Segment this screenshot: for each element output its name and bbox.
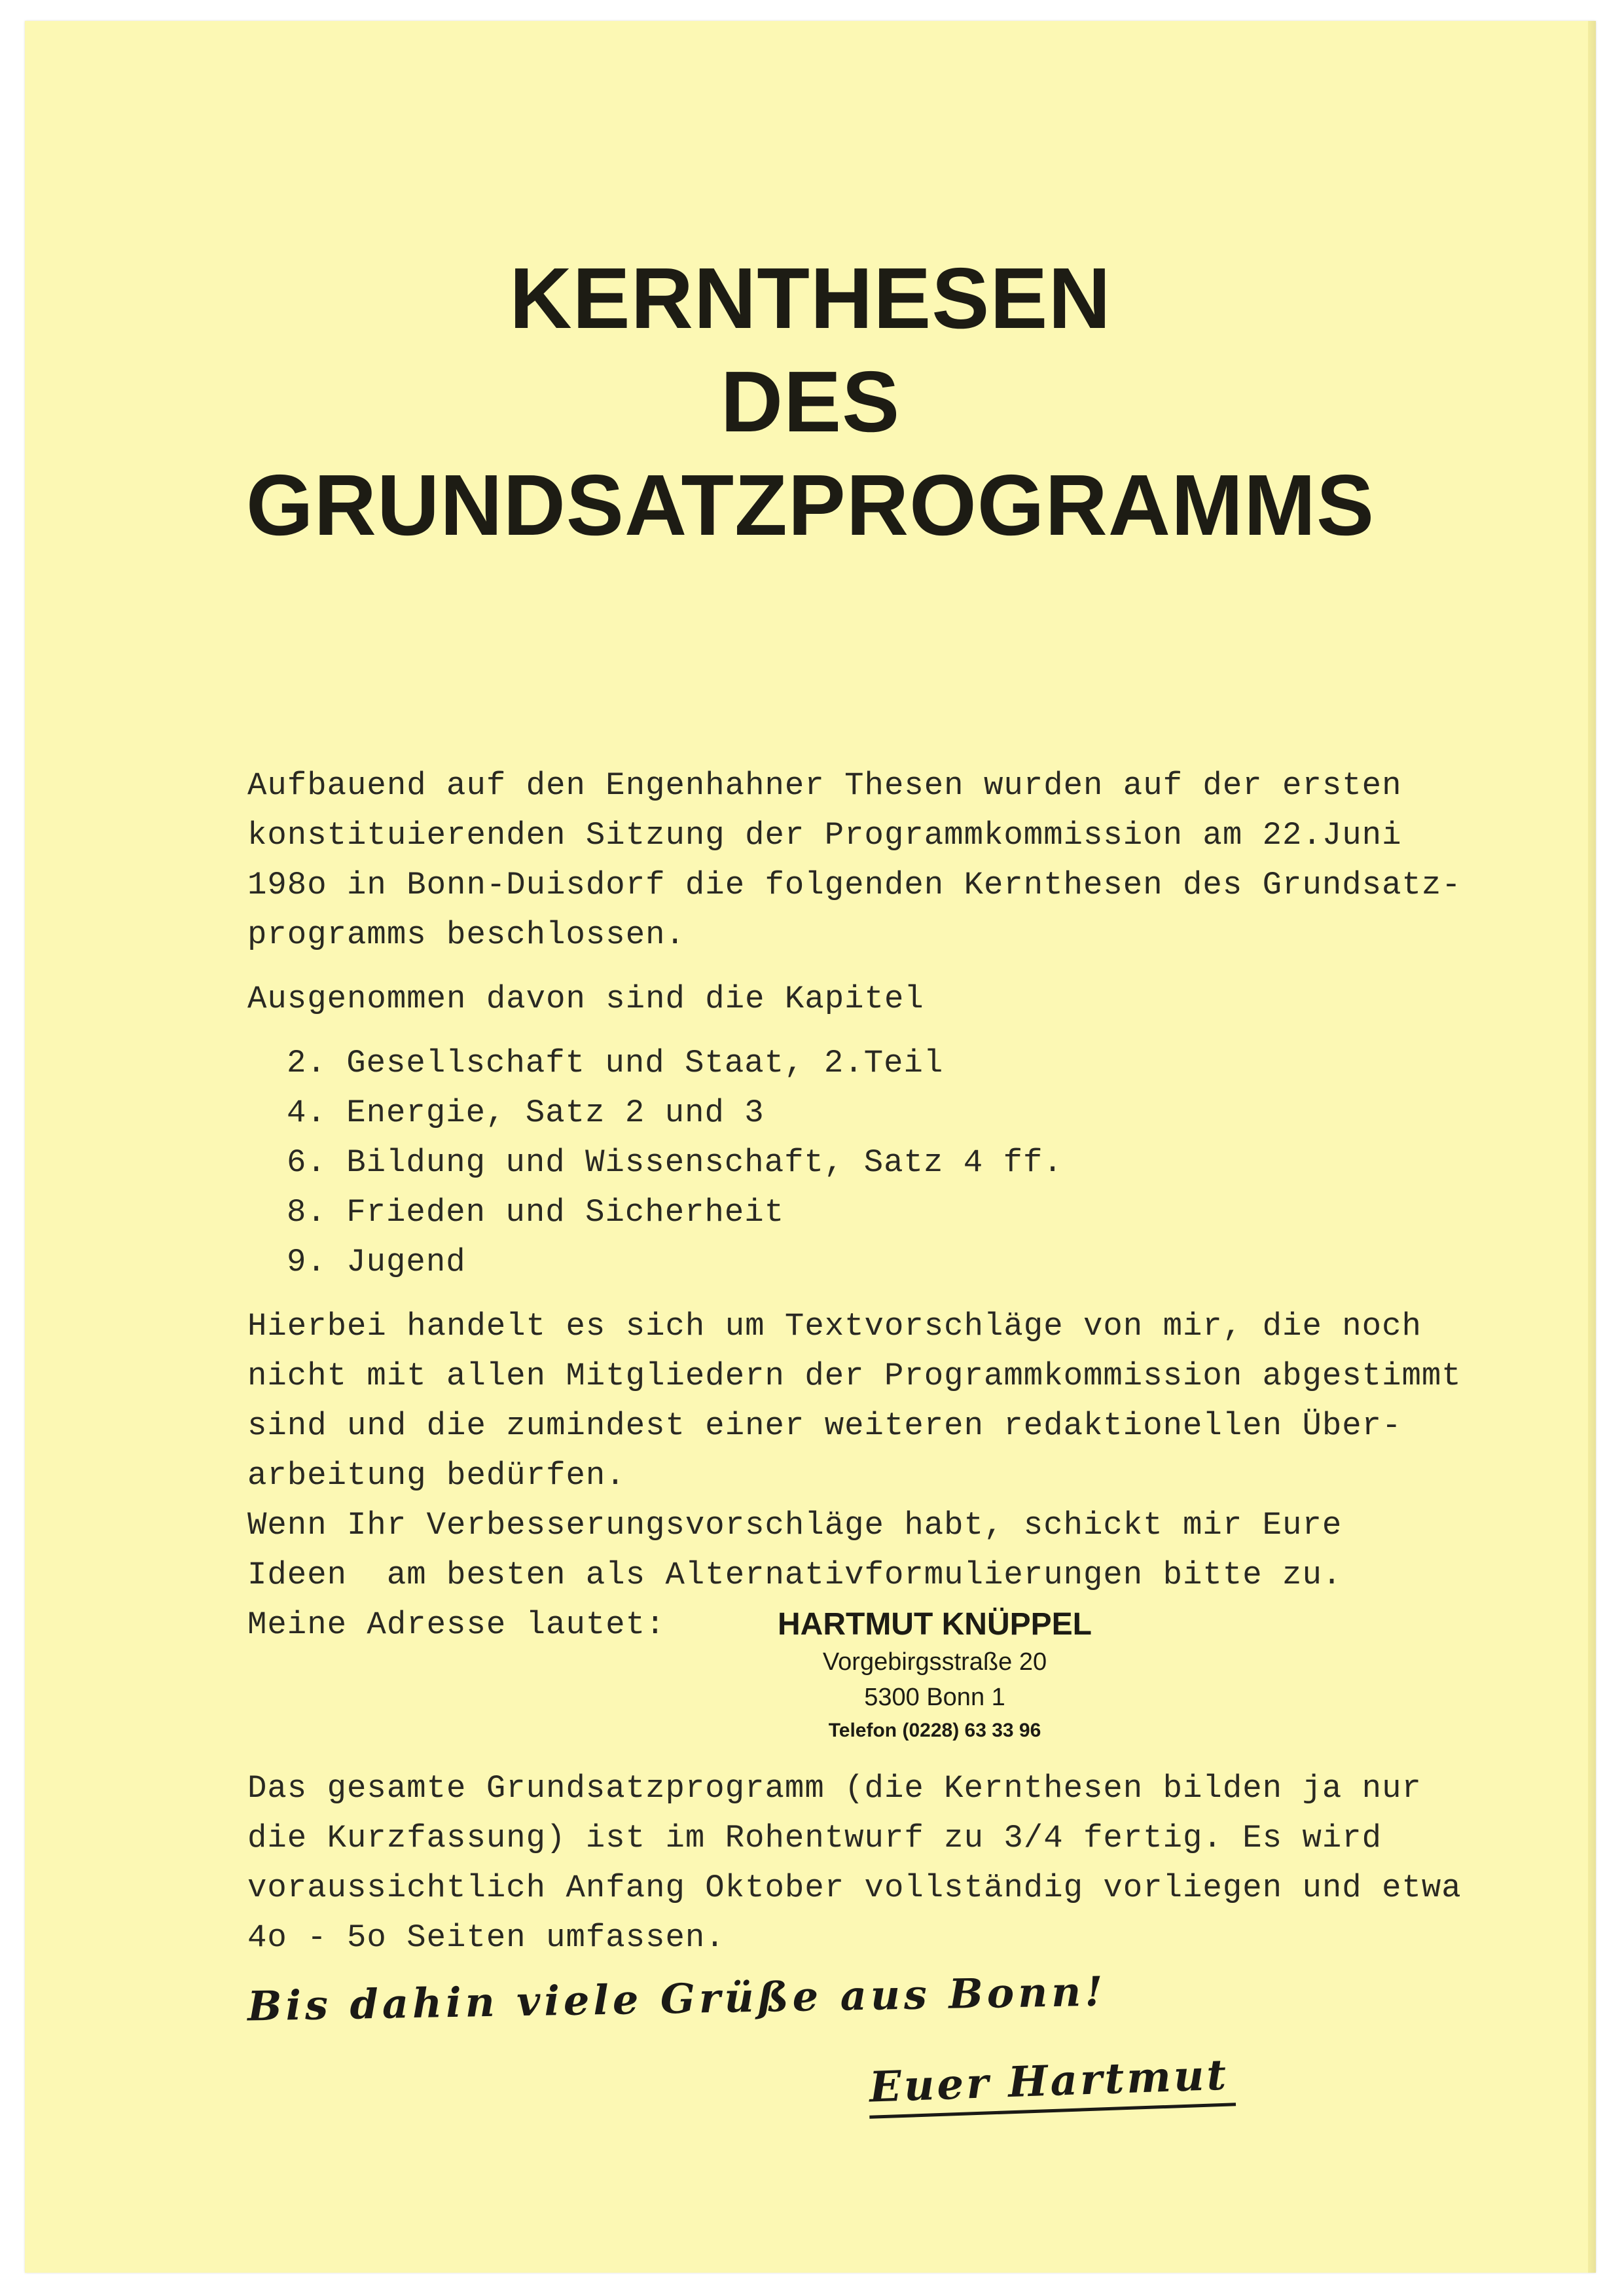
text-line: arbeitung bedürfen.: [247, 1457, 626, 1494]
handwritten-signature: Euer Hartmut: [868, 2050, 1230, 2112]
text-line: 4o - 5o Seiten umfassen.: [247, 1919, 725, 1956]
document-title: [25, 247, 1596, 557]
list-item: 6. Bildung und Wissenschaft, Satz 4 ff.: [287, 1144, 1063, 1181]
note-paragraph: [247, 1301, 1511, 1600]
title-line: GRUNDSATZPROGRAMMS: [245, 457, 1375, 553]
address-label: Meine Adresse lautet:: [247, 1606, 666, 1643]
list-item: 9. Jugend: [287, 1244, 466, 1280]
exceptions-intro: Ausgenommen davon sind die Kapitel: [247, 981, 924, 1017]
text-line: Ideen am besten als Alternativformulierungen bitte zu.: [247, 1557, 1343, 1593]
document-body: [247, 761, 1511, 1977]
handwritten-greeting: Bis dahin viele Grüße aus Bonn!: [247, 1967, 1108, 2031]
text-line: konstituierenden Sitzung der Programmkommission am 22.Juni: [247, 817, 1402, 854]
list-item: 8. Frieden und Sicherheit: [287, 1194, 785, 1231]
list-item: 4. Energie, Satz 2 und 3: [287, 1094, 765, 1131]
text-line: Wenn Ihr Verbesserungsvorschläge habt, schickt mir Eure: [247, 1507, 1343, 1544]
title-line: DES: [720, 353, 901, 450]
address-street: Vorgebirgsstraße 20: [822, 1648, 1047, 1676]
address-name: HARTMUT KNÜPPEL: [778, 1607, 1092, 1642]
address-stamp: [738, 1605, 1131, 1746]
address-section: [247, 1600, 1511, 1744]
address-phone: Telefon (0228) 63 33 96: [828, 1720, 1041, 1741]
text-line: die Kurzfassung) ist im Rohentwurf zu 3/4 fertig. Es wird: [247, 1820, 1382, 1856]
text-line: sind und die zumindest einer weiteren redaktionellen Über-: [247, 1407, 1402, 1444]
exceptions-list: [247, 1038, 1511, 1287]
text-line: Hierbei handelt es sich um Textvorschläge von mir, die noch: [247, 1308, 1422, 1345]
text-line: nicht mit allen Mitgliedern der Programmkommission abgestimmt: [247, 1358, 1462, 1394]
text-line: programms beschlossen.: [247, 916, 685, 953]
list-item: 2. Gesellschaft und Staat, 2.Teil: [287, 1045, 944, 1081]
document-page: [25, 21, 1596, 2273]
title-line: KERNTHESEN: [509, 250, 1111, 346]
text-line: 198o in Bonn-Duisdorf die folgenden Kernthesen des Grundsatz-: [247, 867, 1462, 903]
text-line: Das gesamte Grundsatzprogramm (die Kernthesen bilden ja nur: [247, 1770, 1422, 1807]
text-line: Aufbauend auf den Engenhahner Thesen wurden auf der ersten: [247, 767, 1402, 804]
text-line: voraussichtlich Anfang Oktober vollständig vorliegen und etwa: [247, 1870, 1462, 1906]
closing-paragraph: [247, 1763, 1511, 1962]
intro-paragraph: [247, 761, 1511, 960]
address-city: 5300 Bonn 1: [864, 1684, 1005, 1711]
